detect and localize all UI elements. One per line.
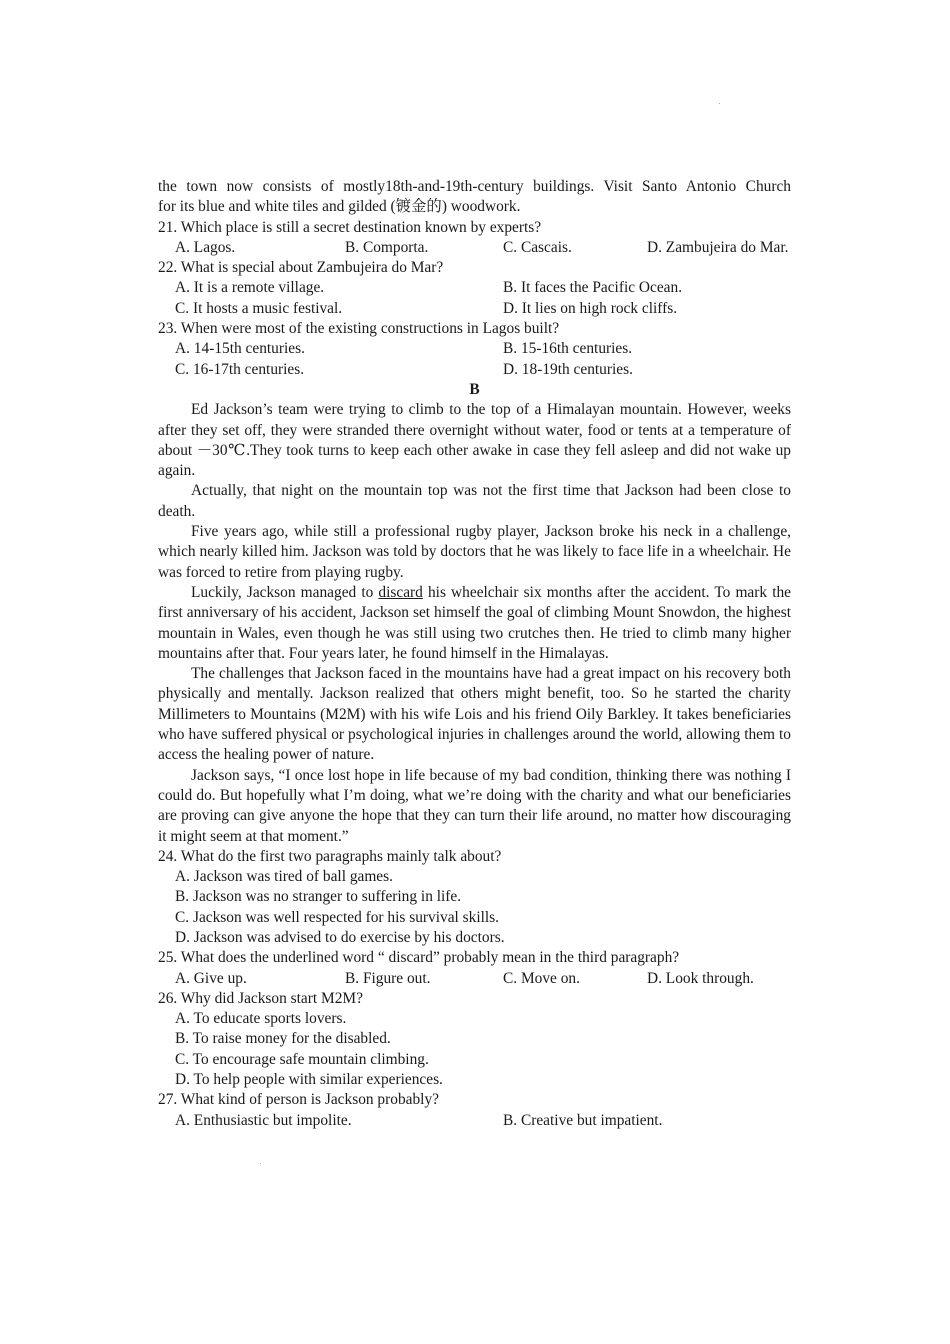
question-stem: 24. What do the first two paragraphs mainly talk about? [158,847,502,865]
paragraph-text: Five years ago, while still a professional rugby player, Jackson broke his neck in a challenge, which nearly killed him. Jackson was told by doctors that he was likely to face life in a wheelchair. He was forced to retire from playing rugby. [158,523,791,581]
option-c: C. 16-17th centuries. [175,360,305,378]
option-b: B. To raise money for the disabled. [175,1030,391,1048]
option-row [158,1111,791,1131]
paragraph-3 [158,522,791,583]
question-stem: 23. When were most of the existing constructions in Lagos built? [158,320,560,338]
paragraph-text: The challenges that Jackson faced in the mountains have had a great impact on his recovery both physically and mentally. Jackson realized that others might benefit, too. So he started the charity Millimeters to Mountains (M2M) with his wife Lois and his friend Oily Barkley. It takes beneficiaries who have suffered physical or psychological injuries in challenges around the world, allowing them to access the healing power of nature. [158,665,791,764]
underlined-word-discard: discard [378,583,423,601]
option-a: A. To educate sports lovers. [175,1010,347,1028]
option-b: B. Figure out. [345,969,431,987]
option-b: B. Creative but impatient. [503,1111,663,1129]
passage-a-line-2: for its blue and white tiles and gilded (镀金的) woodwork. [158,198,521,216]
scan-speck-bottom [260,1163,261,1164]
option-c: C. To encourage safe mountain climbing. [175,1050,429,1068]
passage-a-line-1: the town now consists of mostly18th-and-19th-century buildings. Visit Santo Antonio Church [158,178,791,195]
paragraph-text: Actually, that night on the mountain top was not the first time that Jackson had been close to death. [158,482,791,520]
option-row [158,238,791,258]
option-d: D. Zambujeira do Mar. [647,238,789,256]
question-22 [158,258,791,319]
passage-a-tail [158,177,791,218]
option-b: B. Comporta. [345,238,429,256]
option-c: C. Jackson was well respected for his survival skills. [175,908,499,926]
option-d: D. It lies on high rock cliffs. [503,299,678,317]
paragraph-6 [158,766,791,847]
option-row [158,278,791,298]
paragraph-4-rest: his wheelchair six months after the accident. To mark the first anniversary of his accident, Jackson set himself the goal of climbing Mount Snowdon, the highest mountain in Wales, even though he was still using two crutches then. He tried to climb many higher mountains after that. Four years later, he found himself in the Himalayas. [158,583,791,662]
passage-b [158,400,791,847]
section-b-heading: B [469,380,480,398]
option-b: B. Jackson was no stranger to suffering in life. [175,888,462,906]
question-25 [158,948,791,989]
scan-speck-top [719,103,720,104]
paragraph-text: Jackson says, “I once lost hope in life because of my bad condition, thinking there was nothing I could do. But hopefully what I’m doing, what we’re doing with the charity and what our beneficiaries are proving can give anyone the hope that they can turn their life around, no matter how discouraging it might seem at that moment.” [158,766,791,845]
option-d: D. Jackson was advised to do exercise by his doctors. [175,928,505,946]
option-c: C. Move on. [503,969,580,987]
option-b: B. It faces the Pacific Ocean. [503,279,683,297]
option-a: A. 14-15th centuries. [175,340,305,358]
question-stem: 21. Which place is still a secret destination known by experts? [158,218,542,236]
question-24 [158,847,791,948]
paragraph-4-lead: Luckily, Jackson managed to [191,583,379,601]
paragraph-text [158,583,791,664]
question-26 [158,989,791,1090]
option-c: C. Cascais. [503,238,572,256]
option-a: A. Give up. [175,969,247,987]
question-stem: 27. What kind of person is Jackson probably? [158,1091,439,1109]
question-stem: 26. Why did Jackson start M2M? [158,989,363,1007]
option-row [158,969,791,989]
option-d: D. To help people with similar experiences. [175,1071,443,1089]
option-row [158,360,791,380]
option-row [158,299,791,319]
question-stem: 25. What does the underlined word “ discard” probably mean in the third paragraph? [158,949,680,967]
exam-page [158,177,791,1131]
question-stem: 22. What is special about Zambujeira do Mar? [158,259,444,277]
option-a: A. It is a remote village. [175,279,325,297]
question-21 [158,218,791,259]
paragraph-2 [158,481,791,522]
option-a: A. Enthusiastic but impolite. [175,1111,352,1129]
paragraph-4 [158,583,791,664]
option-d: D. Look through. [647,969,754,987]
option-a: A. Jackson was tired of ball games. [175,868,393,886]
option-c: C. It hosts a music festival. [175,299,343,317]
option-b: B. 15-16th centuries. [503,340,633,358]
option-d: D. 18-19th centuries. [503,360,633,378]
option-a: A. Lagos. [175,238,236,256]
option-row [158,339,791,359]
paragraph-1 [158,400,791,481]
paragraph-5 [158,664,791,765]
question-27 [158,1090,791,1131]
paragraph-text: Ed Jackson’s team were trying to climb to the top of a Himalayan mountain. However, weeks after they set off, they were stranded there overnight without water, food or tents at a temperature of about －30℃.They took turns to keep each other awake in case they fell asleep and did not wake up again. [158,401,791,480]
question-23 [158,319,791,380]
